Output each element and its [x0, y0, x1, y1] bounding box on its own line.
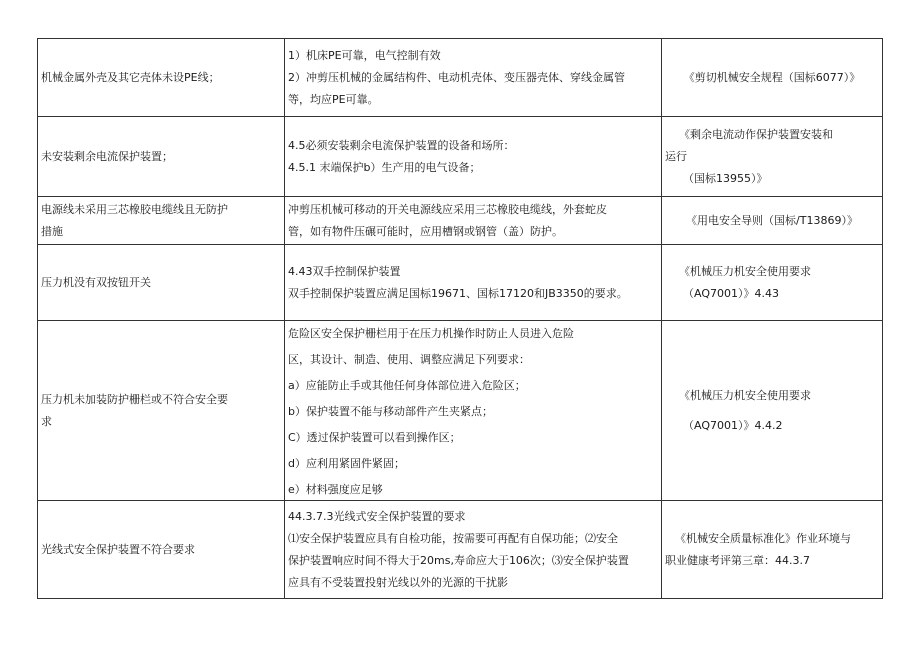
requirement-cell: [285, 39, 662, 117]
requirement-cell: [285, 321, 662, 501]
basis-line: 《机械压力机安全使用要求: [679, 388, 811, 402]
requirement-cell: [285, 197, 662, 245]
hazard-cell: [38, 501, 285, 599]
requirement-line: 4.5必须安装剩余电流保护装置的设备和场所：: [288, 138, 515, 152]
table-row: [38, 39, 883, 117]
basis-line: 《机械安全质量标准化》作业环境与: [675, 531, 851, 545]
hazard-cell: [38, 117, 285, 197]
basis-line: 《用电安全导则（国标/T13869）》: [686, 213, 858, 227]
basis-cell: [662, 245, 883, 321]
requirement-line: C）透过保护装置可以看到操作区；: [288, 431, 461, 444]
hazard-text-line: 压力机未加装防护栅栏或不符合安全要: [41, 392, 228, 406]
requirement-line: 等，均应PE可靠。: [288, 92, 379, 106]
hazard-cell: [38, 321, 285, 501]
basis-line: 运行: [665, 149, 687, 163]
requirement-line: 管，如有物件压碾可能时，应用槽钢或钢管（盖）防护。: [288, 224, 563, 238]
hazard-text: 压力机没有双按钮开关: [41, 275, 151, 289]
hazard-text: 光线式安全保护装置不符合要求: [41, 542, 195, 556]
basis-line: （AQ7001）》4.43: [683, 286, 779, 300]
regulation-table: [37, 38, 883, 599]
basis-line: 《剪切机械安全规程（国标6077）》: [683, 70, 861, 84]
basis-line: 《剩余电流动作保护装置安装和: [679, 127, 833, 141]
table-row: [38, 117, 883, 197]
requirement-line: 应具有不受装置投射光线以外的光源的干扰影: [288, 575, 508, 589]
table-row: [38, 197, 883, 245]
requirement-line: 危险区安全保护栅栏用于在压力机操作时防止人员进入危险: [288, 327, 574, 340]
hazard-cell: [38, 197, 285, 245]
hazard-cell: [38, 245, 285, 321]
table-row: [38, 321, 883, 501]
requirement-line: a）应能防止手或其他任何身体部位进入危险区；: [288, 379, 526, 392]
requirement-cell: [285, 501, 662, 599]
requirement-line: d）应利用紧固件紧固；: [288, 457, 405, 470]
table-row: [38, 245, 883, 321]
hazard-text: 机械金属外壳及其它壳体未设PE线；: [41, 70, 220, 84]
hazard-text: 未安装剩余电流保护装置；: [41, 149, 173, 163]
basis-cell: [662, 197, 883, 245]
hazard-text-line: 电源线未采用三芯橡胶电缆线且无防护: [41, 202, 228, 216]
basis-cell: [662, 501, 883, 599]
requirement-cell: [285, 245, 662, 321]
requirement-cell: [285, 117, 662, 197]
basis-line: （AQ7001）》4.4.2: [683, 418, 783, 432]
requirement-line: 区，其设计、制造、使用、调整应满足下列要求：: [288, 353, 530, 366]
requirement-line: 双手控制保护装置应满足国标19671、国标17120和JB3350的要求。: [288, 286, 628, 300]
hazard-text-line: 求: [41, 414, 52, 428]
basis-cell: [662, 117, 883, 197]
requirement-line: 2）冲剪压机械的金属结构件、电动机壳体、变压器壳体、穿线金属管: [288, 70, 625, 84]
requirement-line: ⑴安全保护装置应具有自检功能，按需要可再配有自保功能；⑵安全: [288, 531, 618, 545]
hazard-cell: [38, 39, 285, 117]
basis-line: 《机械压力机安全使用要求: [679, 264, 811, 278]
requirement-line: b）保护装置不能与移动部件产生夹紧点；: [288, 405, 493, 418]
hazard-text-line: 措施: [41, 224, 63, 238]
basis-cell: [662, 39, 883, 117]
requirement-line: 保护装置响应时间不得大于20ms,寿命应大于106次；⑶安全保护装置: [288, 553, 629, 567]
requirement-line: 冲剪压机械可移动的开关电源线应采用三芯橡胶电缆线，外套蛇皮: [288, 202, 607, 216]
requirement-line: e）材料强度应足够: [288, 483, 383, 496]
requirement-line: 4.43双手控制保护装置: [288, 264, 401, 278]
table-row: [38, 501, 883, 599]
basis-cell: [662, 321, 883, 501]
basis-line: 职业健康考评第三章：44.3.7: [665, 553, 810, 567]
requirement-line: 44.3.7.3光线式安全保护装置的要求: [288, 509, 466, 523]
requirement-line: 1）机床PE可靠，电气控制有效: [288, 48, 441, 62]
basis-line: （国标13955）》: [683, 171, 768, 185]
requirement-line: 4.5.1 末端保护b）生产用的电气设备；: [288, 160, 481, 174]
